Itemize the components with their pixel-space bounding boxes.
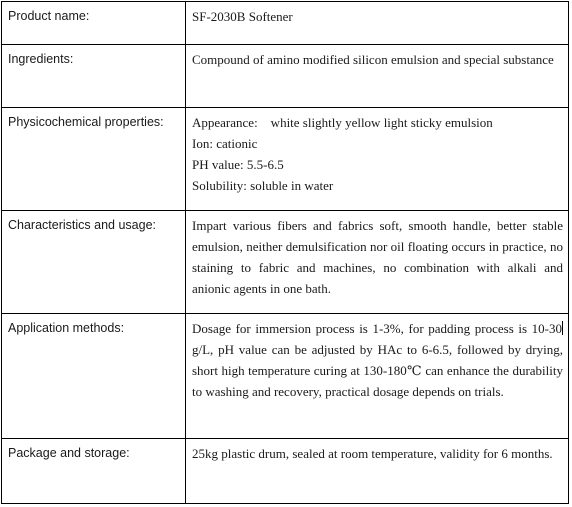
row-value	[186, 2, 569, 45]
row-label: Characteristics and usage:	[2, 211, 186, 314]
row-value	[186, 45, 569, 108]
application-text-part1: Dosage for immersion process is 1-3%, for padding process is 10-30	[192, 321, 562, 336]
table-row	[2, 2, 569, 45]
table-row	[2, 439, 569, 504]
table-row	[2, 45, 569, 108]
row-label: Ingredients:	[2, 45, 186, 108]
application-text-part2: g/L, pH value can be adjusted by HAc to 6-6.5, followed by drying, short high temperature curing at 130-180℃ can enhance the durability to washing and recovery, practical dosage depends on trials.	[192, 342, 563, 399]
table-row	[2, 314, 569, 439]
row-label: Product name:	[2, 2, 186, 45]
appearance-line: Appearance: white slightly yellow light sticky emulsion	[192, 115, 493, 130]
ingredients-value: Compound of amino modified silicon emulsion and special substance	[192, 52, 554, 67]
ph-line: PH value: 5.5-6.5	[192, 157, 284, 172]
solubility-line: Solubility: soluble in water	[192, 178, 334, 193]
table-row	[2, 211, 569, 314]
row-label: Application methods:	[2, 314, 186, 439]
row-value	[186, 314, 569, 439]
characteristics-value: Impart various fibers and fabrics soft, smooth handle, better stable emulsion, neither demulsification nor oil floating occurs in practice, no staining to fabric and machines, no combination with alkali and anionic agents in one bath.	[192, 218, 563, 296]
row-label: Physicochemical properties:	[2, 108, 186, 211]
table-row	[2, 108, 569, 211]
row-value	[186, 439, 569, 504]
product-spec-table	[1, 1, 569, 504]
package-value: 25kg plastic drum, sealed at room temperature, validity for 6 months.	[192, 446, 553, 461]
row-value	[186, 108, 569, 211]
row-label: Package and storage:	[2, 439, 186, 504]
application-value	[192, 318, 563, 402]
row-value	[186, 211, 569, 314]
ion-line: Ion: cationic	[192, 136, 258, 151]
text-cursor	[562, 321, 563, 335]
product-name-value: SF-2030B Softener	[192, 9, 293, 24]
